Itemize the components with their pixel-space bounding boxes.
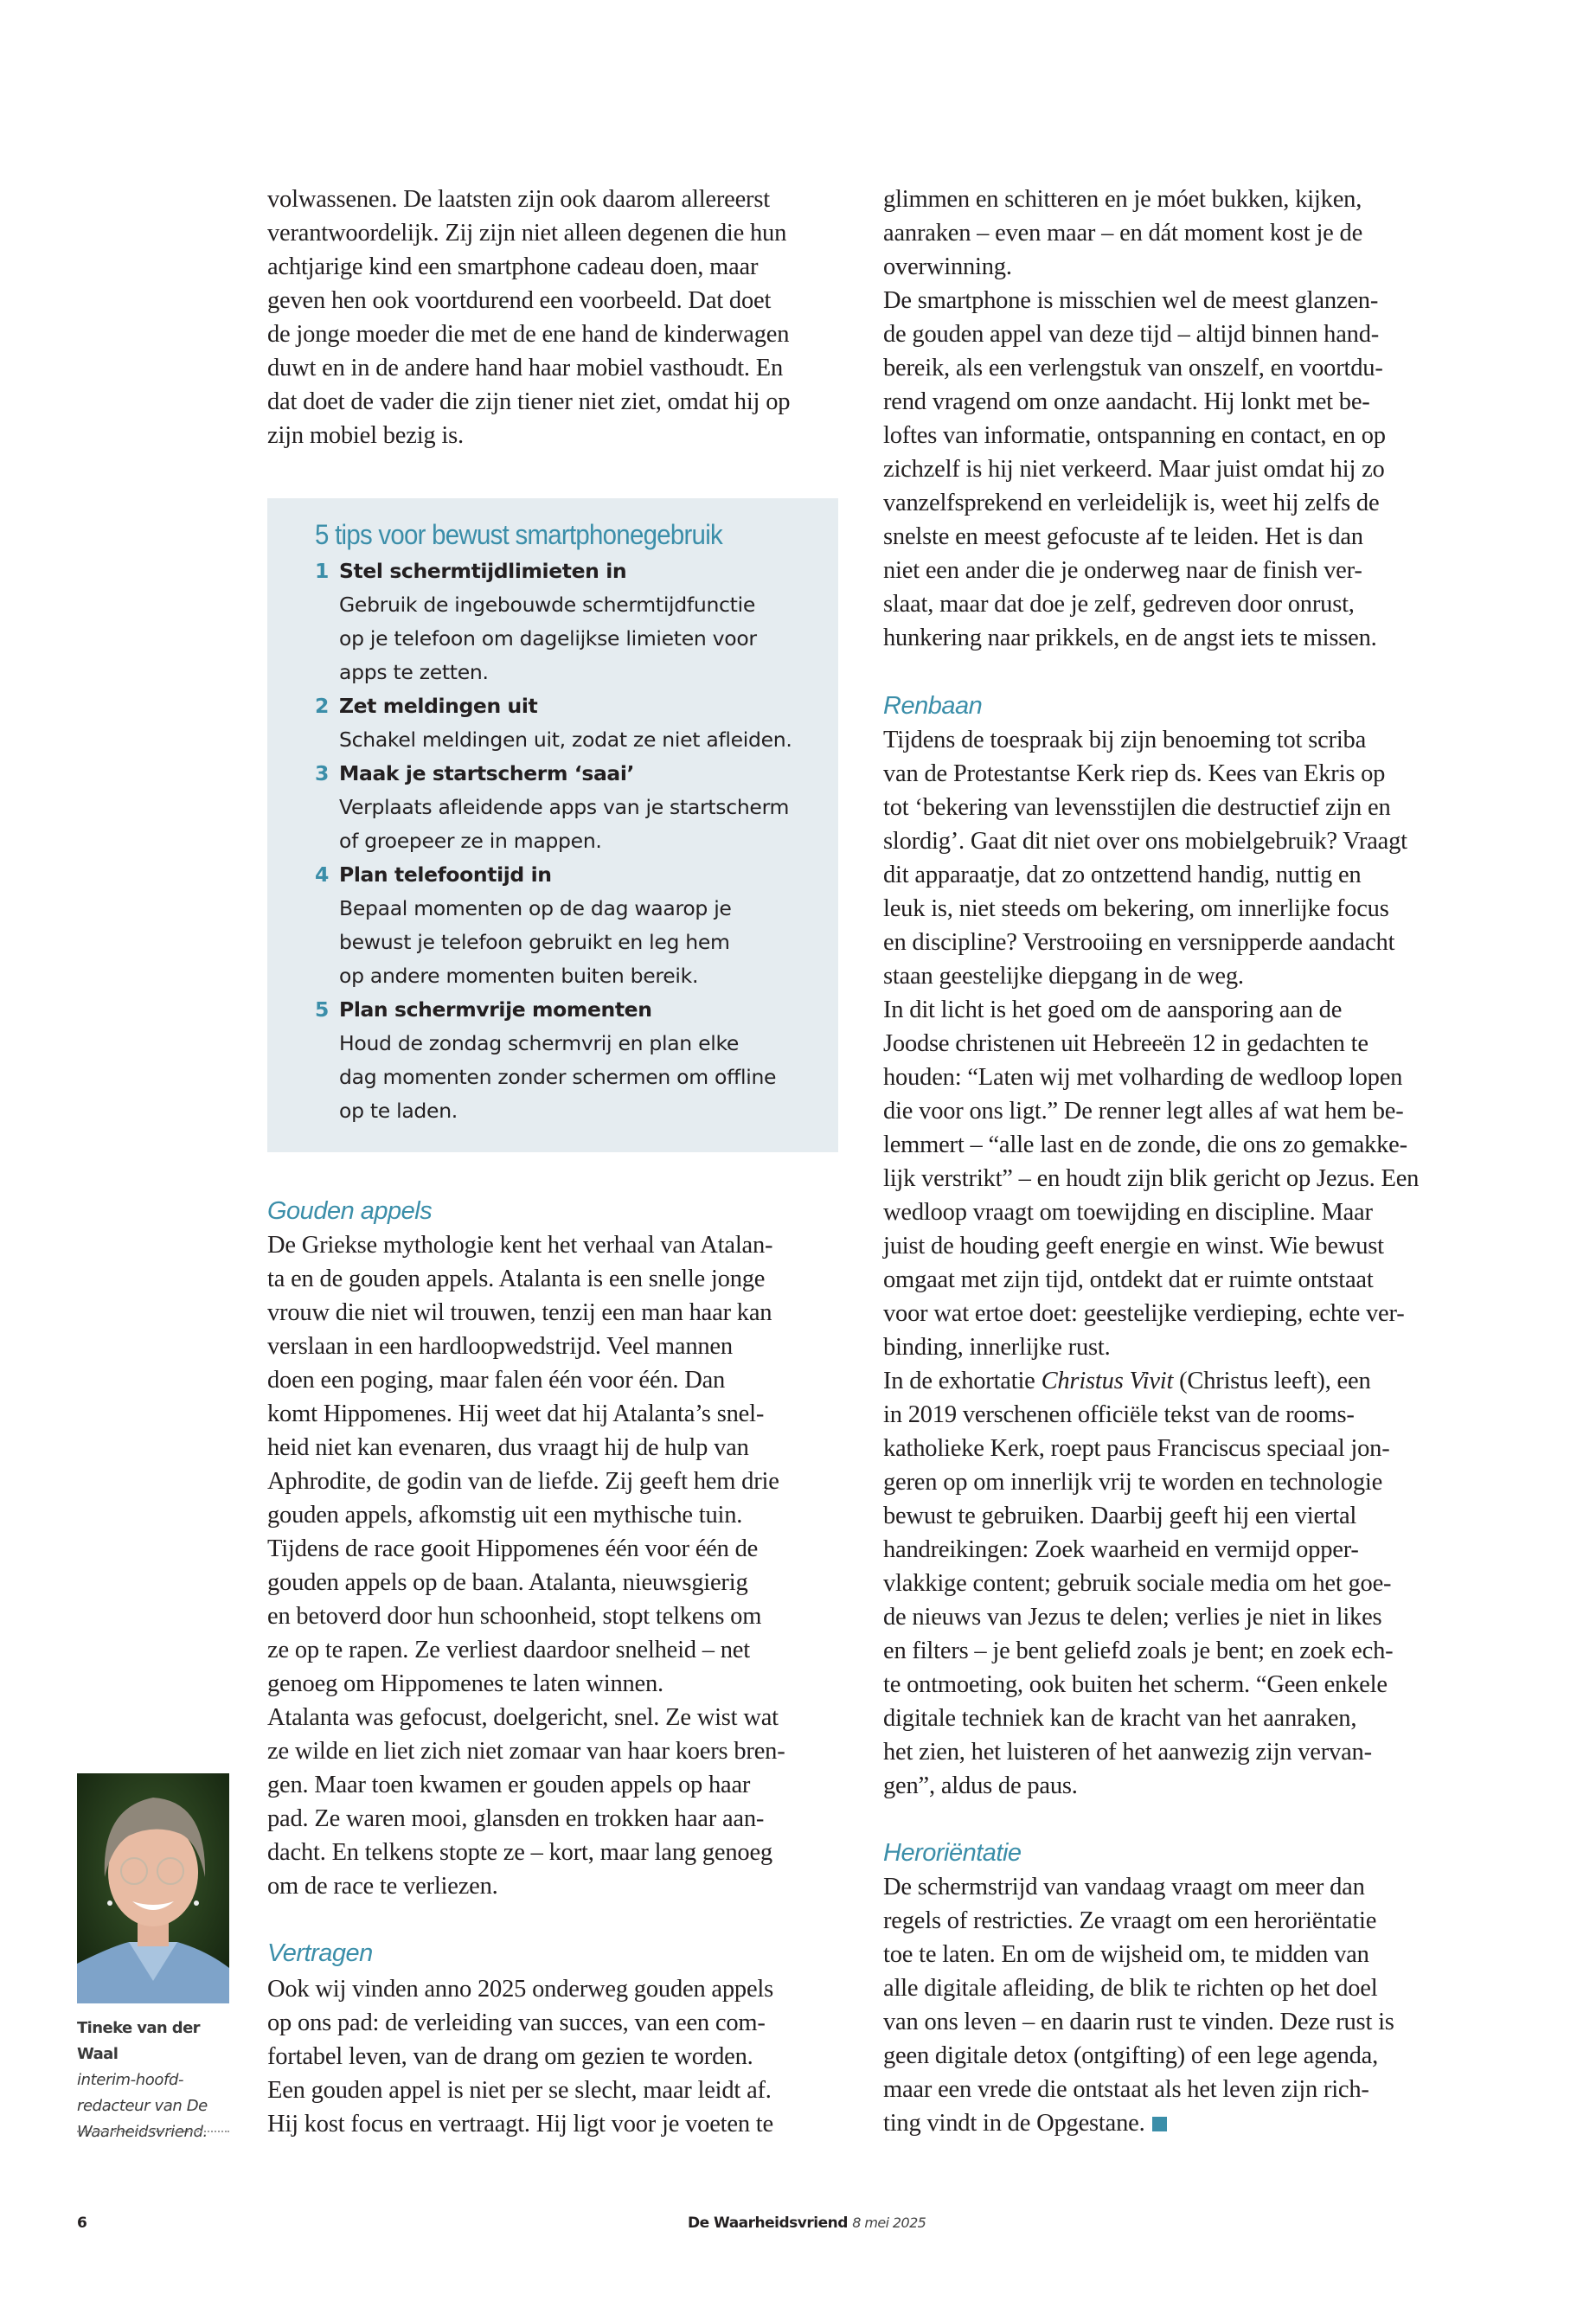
text-line: glimmen en schitteren en je móet bukken, kijken, — [883, 186, 1362, 213]
end-mark-icon — [1152, 2117, 1167, 2131]
tip-item — [315, 554, 792, 689]
tip-number: 1 — [315, 559, 329, 583]
text-line: ze wilde en liet zich niet zomaar van haar koers bren- — [267, 1738, 785, 1765]
text-line: dacht. En telkens stopte ze – kort, maar lang genoeg — [267, 1839, 772, 1866]
text-line: Waarheidsvriend. — [77, 2123, 208, 2141]
text-segment: (Christus leeft), een — [1173, 1368, 1371, 1394]
text-line: Verplaats afleidende apps van je startscherm — [339, 795, 790, 819]
publication-date: 8 mei 2025 — [852, 2214, 926, 2231]
text-line: om de race te verliezen. — [267, 1873, 498, 1900]
text-line: toe te laten. En om de wijsheid om, te midden van — [883, 1941, 1369, 1968]
text-line: ta en de gouden appels. Atalanta is een snelle jonge — [267, 1266, 766, 1292]
text-line: geren op om innerlijk vrij te worden en technologie — [883, 1469, 1383, 1496]
text-line: heid niet kan evenaren, dus vraagt hij de hulp van — [267, 1434, 749, 1461]
text-line: juist de houding geeft energie en winst. Wie bewust — [883, 1233, 1384, 1259]
text-line: binding, innerlijke rust. — [883, 1334, 1111, 1361]
text-line: de jonge moeder die met de ene hand de kinderwagen — [267, 321, 790, 348]
text-line: op andere momenten buiten bereik. — [339, 964, 699, 988]
text-line: Bepaal momenten op de dag waarop je — [339, 896, 732, 920]
text-line: In dit licht is het goed om de aansporing aan de — [883, 997, 1343, 1023]
text-line: en betoverd door hun schoonheid, stopt telkens om — [267, 1603, 762, 1630]
tip-body — [315, 588, 792, 689]
column2-intro — [883, 183, 1463, 655]
section-body-vertragen — [267, 1972, 847, 2141]
column1-intro — [267, 183, 847, 452]
text-line: genoeg om Hippomenes te laten winnen. — [267, 1670, 663, 1697]
tip-body — [315, 791, 792, 858]
text-line: interim-hoofd- — [77, 2071, 184, 2089]
text-line: slaat, maar dat doe je zelf, gedreven door onrust, — [883, 591, 1355, 618]
section-body-renbaan — [883, 723, 1463, 1803]
text-line: De schermstrijd van vandaag vraagt om meer dan — [883, 1874, 1365, 1900]
text-line: slordig’. Gaat dit niet over ons mobielgebruik? Vraagt — [883, 828, 1407, 855]
text-line: Joodse christenen uit Hebreeën 12 in gedachten te — [883, 1030, 1368, 1057]
tip-item — [315, 858, 792, 993]
text-line: die voor ons ligt.” De renner legt alles af wat hem be- — [883, 1098, 1404, 1125]
tip-item — [315, 993, 792, 1128]
text-line: alle digitale afleiding, de blik te richten op het doel — [883, 1975, 1378, 2002]
text-line: van ons leven – en daarin rust te vinden. Deze rust is — [883, 2009, 1394, 2035]
text-line: op te laden. — [339, 1099, 458, 1123]
text-line: De Griekse mythologie kent het verhaal van Atalan- — [267, 1232, 773, 1259]
text-line — [883, 1364, 1463, 1398]
text-line: gen”, aldus de paus. — [883, 1772, 1078, 1799]
text-line: gouden appels, afkomstig uit een mythische tuin. — [267, 1502, 743, 1529]
text-line: de gouden appel van deze tijd – altijd binnen hand- — [883, 321, 1380, 348]
tip-title: Stel schermtijdlimieten in — [339, 559, 627, 583]
text-line: Ook wij vinden anno 2025 onderweg gouden appels — [267, 1976, 774, 2003]
text-line: maar een vrede die ontstaat als het leven zijn rich- — [883, 2076, 1369, 2103]
text-line: verslaan in een hardloopwedstrijd. Veel mannen — [267, 1333, 733, 1360]
text-line: bewust je telefoon gebruikt en leg hem — [339, 930, 730, 954]
tip-title: Maak je startscherm ‘saai’ — [339, 761, 635, 785]
author-photo — [77, 1773, 229, 2003]
section-heading-renbaan: Renbaan — [883, 692, 983, 720]
text-line: loftes van informatie, ontspanning en contact, en op — [883, 422, 1386, 449]
text-line: zichzelf is hij niet verkeerd. Maar juist omdat hij zo — [883, 456, 1385, 483]
text-line: leuk is, niet steeds om bekering, om innerlijke focus — [883, 895, 1389, 922]
text-line: katholieke Kerk, roept paus Franciscus speciaal jon- — [883, 1435, 1390, 1462]
text-line: voor wat ertoe doet: geestelijke verdieping, echte ver- — [883, 1300, 1405, 1327]
text-line: Tijdens de toespraak bij zijn benoeming tot scriba — [883, 727, 1367, 753]
text-line: Hij kost focus en vertraagt. Hij ligt voor je voeten te — [267, 2111, 773, 2138]
text-line: dit apparaatje, dat zo ontzettend handig, nuttig en — [883, 862, 1362, 888]
text-line: gen. Maar toen kwamen er gouden appels op haar — [267, 1772, 751, 1798]
text-line: niet een ander die je onderweg naar de finish ver- — [883, 557, 1362, 584]
tip-number: 4 — [315, 862, 329, 887]
section-heading-herorientatie: Heroriëntatie — [883, 1839, 1022, 1867]
text-line: pad. Ze waren mooi, glansden en trokken haar aan- — [267, 1805, 765, 1832]
text-line: houden: “Laten wij met volharding de wedloop lopen — [883, 1064, 1403, 1091]
tip-item — [315, 757, 792, 858]
tip-title: Plan schermvrije momenten — [339, 997, 652, 1022]
text-line: op ons pad: de verleiding van succes, van een com- — [267, 2009, 766, 2036]
text-line: omgaat met zijn tijd, ontdekt dat er ruimte ontstaat — [883, 1266, 1374, 1293]
text-line: lijk verstrikt” – en houdt zijn blik gericht op Jezus. Een — [883, 1165, 1420, 1192]
tip-number: 2 — [315, 694, 329, 718]
text-line: aanraken – even maar – en dát moment kost je de — [883, 220, 1363, 247]
caption-divider — [77, 2131, 229, 2132]
text-line: bereik, als een verlengstuk van onszelf, en voortdu- — [883, 355, 1383, 381]
text-line: overwinning. — [883, 253, 1012, 280]
text-line: geen digitale detox (ontgifting) of een lege agenda, — [883, 2042, 1379, 2069]
text-line: vlakkige content; gebruik sociale media om het goe- — [883, 1570, 1392, 1597]
text-line: digitale techniek kan de kracht van het aanraken, — [883, 1705, 1357, 1732]
text-line: wedloop vraagt om toewijding en discipline. Maar — [883, 1199, 1373, 1226]
text-line: en filters – je bent geliefd zoals je bent; en zoek ech- — [883, 1638, 1394, 1664]
tip-body — [315, 892, 792, 993]
text-line: op je telefoon om dagelijkse limieten voor — [339, 626, 757, 651]
text-line: bewust te gebruiken. Daarbij geeft hij een viertal — [883, 1503, 1357, 1529]
footer-publication — [688, 2214, 926, 2232]
text-line: Tijdens de race gooit Hippomenes één voor één de — [267, 1535, 759, 1562]
text-line: of groepeer ze in mappen. — [339, 829, 602, 853]
text-line: van de Protestantse Kerk riep ds. Kees van Ekris op — [883, 760, 1386, 787]
tips-box — [267, 498, 838, 1152]
text-line: de nieuws van Jezus te delen; verlies je niet in likes — [883, 1604, 1382, 1631]
author-name: Tineke van der Waal — [77, 2019, 200, 2063]
text-line: het zien, het luisteren of het aanwezig zijn vervan- — [883, 1739, 1372, 1766]
text-line: staan geestelijke diepgang in de weg. — [883, 963, 1244, 990]
section-heading-gouden-appels: Gouden appels — [267, 1197, 433, 1225]
text-line: redacteur van De — [77, 2097, 208, 2115]
section-body-herorientatie — [883, 1870, 1463, 2140]
text-line: vanzelfsprekend en verleidelijk is, weet hij zelfs de — [883, 490, 1380, 516]
author-role — [77, 2067, 229, 2145]
text-line: doen een poging, maar falen één voor één. Dan — [267, 1367, 726, 1394]
text-line: dat doet de vader die zijn tiener niet ziet, omdat hij op — [267, 388, 791, 415]
text-line: lemmert – “alle last en de zonde, die ons zo gemakke- — [883, 1131, 1407, 1158]
text-line: en discipline? Verstrooiing en versnipperde aandacht — [883, 929, 1395, 956]
text-line: Een gouden appel is niet per se slecht, maar leidt af. — [267, 2077, 772, 2104]
text-line: in 2019 verschenen officiële tekst van de rooms- — [883, 1401, 1355, 1428]
tip-body — [315, 1027, 792, 1128]
text-line: tot ‘bekering van levensstijlen die destructief zijn en — [883, 794, 1391, 821]
text-segment: In de exhortatie — [883, 1368, 1042, 1394]
text-line: apps te zetten. — [339, 660, 489, 684]
publication-name: De Waarheidsvriend — [688, 2214, 848, 2232]
text-line: verantwoordelijk. Zij zijn niet alleen degenen die hun — [267, 220, 787, 247]
text-line: De smartphone is misschien wel de meest glanzen- — [883, 287, 1379, 314]
tip-body — [315, 723, 792, 757]
text-line: volwassenen. De laatsten zijn ook daarom allereerst — [267, 186, 770, 213]
tip-number: 3 — [315, 761, 329, 785]
text-line — [883, 2106, 1463, 2140]
text-line: ze op te rapen. Ze verliest daardoor snelheid – net — [267, 1637, 750, 1663]
section-heading-vertragen: Vertragen — [267, 1939, 373, 1967]
text-line: Aphrodite, de godin van de liefde. Zij geeft hem drie — [267, 1468, 779, 1495]
tip-title: Zet meldingen uit — [339, 694, 538, 718]
text-line: achtjarige kind een smartphone cadeau doen, maar — [267, 253, 759, 280]
author-caption — [77, 2016, 229, 2145]
text-line: gouden appels op de baan. Atalanta, nieuwsgierig — [267, 1569, 748, 1596]
page-number: 6 — [77, 2214, 87, 2232]
text-line: geven hen ook voortdurend een voorbeeld. Dat doet — [267, 287, 772, 314]
text-line: snelste en meest gefocuste af te leiden. Het is dan — [883, 523, 1363, 550]
text-segment: ting vindt in de Opgestane. — [883, 2110, 1145, 2137]
text-line: zijn mobiel bezig is. — [267, 422, 464, 449]
section-body-gouden-appels — [267, 1228, 847, 1903]
text-line: Houd de zondag schermvrij en plan elke — [339, 1031, 740, 1055]
text-line: fortabel leven, van de drang om gezien te worden. — [267, 2043, 753, 2070]
text-line: rend vragend om onze aandacht. Hij lonkt met be- — [883, 388, 1370, 415]
tip-item — [315, 689, 792, 757]
text-line: regels of restricties. Ze vraagt om een heroriëntatie — [883, 1907, 1377, 1934]
text-line: Schakel meldingen uit, zodat ze niet afleiden. — [339, 727, 792, 752]
text-line: te ontmoeting, ook buiten het scherm. “Geen enkele — [883, 1671, 1388, 1698]
tip-title: Plan telefoontijd in — [339, 862, 552, 887]
text-line: Gebruik de ingebouwde schermtijdfunctie — [339, 593, 755, 617]
text-line: dag momenten zonder schermen om offline — [339, 1065, 777, 1089]
text-line: hunkering naar prikkels, en de angst iets te missen. — [883, 625, 1377, 651]
text-line: vrouw die niet wil trouwen, tenzij een man haar kan — [267, 1299, 772, 1326]
tips-box-title: 5 tips voor bewust smartphonegebruik — [315, 519, 722, 550]
text-line: duwt en in de andere hand haar mobiel vasthoudt. En — [267, 355, 784, 381]
text-line: Atalanta was gefocust, doelgericht, snel. Ze wist wat — [267, 1704, 779, 1731]
tip-number: 5 — [315, 997, 329, 1022]
tips-list — [315, 554, 792, 1128]
text-line: komt Hippomenes. Hij weet dat hij Atalanta’s snel- — [267, 1400, 765, 1427]
text-line: handreikingen: Zoek waarheid en vermijd opper- — [883, 1536, 1359, 1563]
italic-title: Christus Vivit — [1041, 1368, 1174, 1394]
